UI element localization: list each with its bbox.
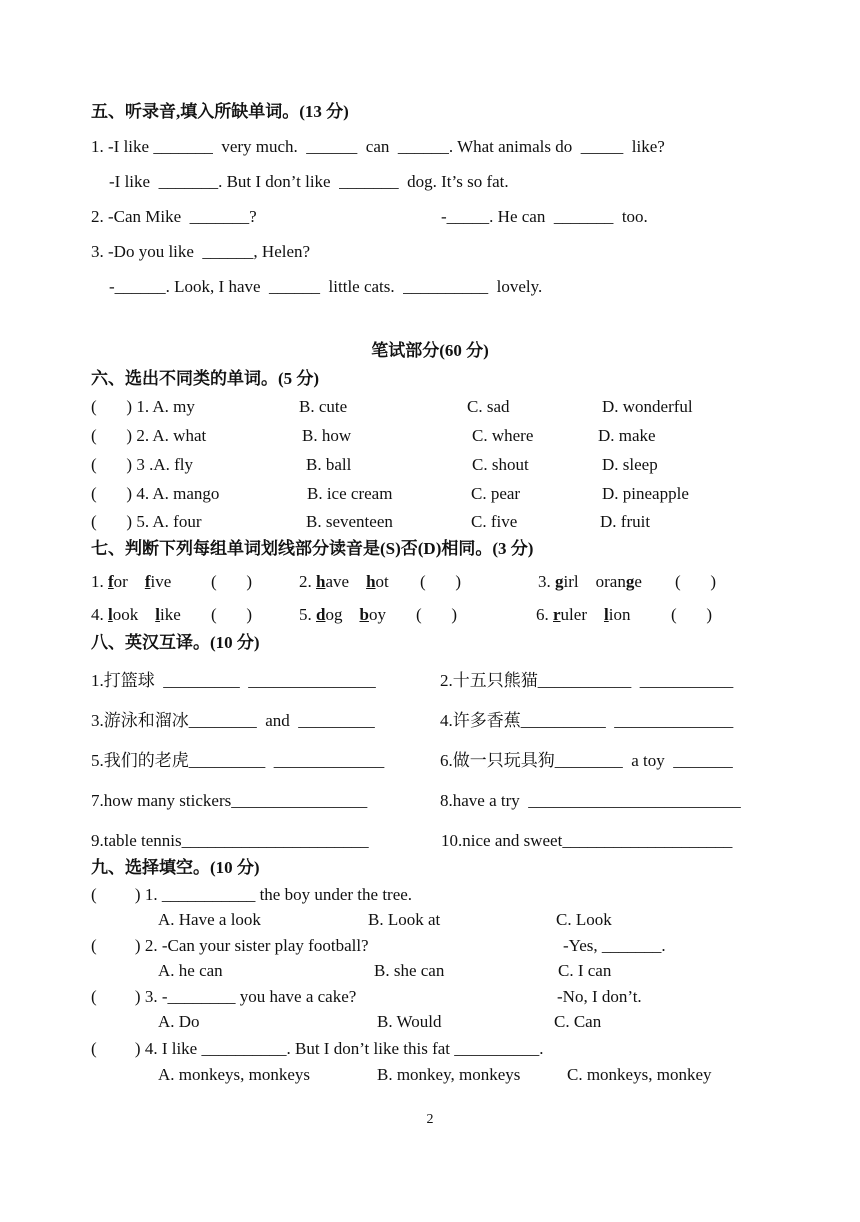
- s7-item-3: [538, 572, 642, 592]
- s5-line-1: 1. -I like _______ very much. ______ can ______. What animals do _____ like?: [91, 137, 665, 156]
- s5-line-3a: 2. -Can Mike _______?: [91, 207, 257, 226]
- underlined-letter: l: [108, 605, 113, 624]
- s7-item-6: [536, 605, 630, 625]
- s9-q4-option-c: C. monkeys, monkey: [567, 1065, 712, 1084]
- s8-item-1: 1.打篮球 _________ _______________: [91, 671, 376, 690]
- s6-q1-option-d: D. wonderful: [602, 397, 693, 416]
- underlined-letter: r: [553, 605, 561, 624]
- s9-question-1: ( ) 1. ___________ the boy under the tree.: [91, 885, 413, 904]
- s7-num: 2.: [299, 572, 312, 591]
- s7-num: 5.: [299, 605, 312, 624]
- s5-line-2: -I like _______. But I don’t like _______ dog. It’s so fat.: [109, 172, 509, 191]
- s7-answer-3[interactable]: ( ): [675, 572, 717, 591]
- word-rest: ike: [159, 605, 181, 624]
- word-start: oran: [595, 572, 626, 591]
- s9-q3-option-c: C. Can: [554, 1012, 602, 1031]
- s8-item-6: 6.做一只玩具狗________ a toy _______: [440, 751, 733, 770]
- underlined-letter: f: [144, 572, 151, 591]
- s7-answer-5[interactable]: ( ): [416, 605, 458, 624]
- s5-line-4: 3. -Do you like ______, Helen?: [91, 242, 311, 261]
- s5-line-3b: -_____. He can _______ too.: [441, 207, 648, 226]
- section-9-title: 九、选择填空。(10 分): [91, 858, 260, 877]
- section-5-title: 五、听录音,填入所缺单词。(13 分): [91, 102, 349, 121]
- s6-q3-stem[interactable]: ( ) 3 .A. fly: [91, 455, 193, 474]
- word-rest: og: [325, 605, 343, 624]
- s6-q4-option-c: C. pear: [471, 484, 521, 503]
- word-rest: irl: [563, 572, 579, 591]
- s9-q2-reply: -Yes, _______.: [563, 936, 666, 955]
- s7-num: 3.: [538, 572, 551, 591]
- s6-q3-option-b: B. ball: [306, 455, 352, 474]
- underlined-letter: g: [625, 572, 635, 591]
- section-7-title: 七、判断下列每组单词划线部分读音是(S)否(D)相同。(3 分): [91, 539, 534, 558]
- s7-answer-4[interactable]: ( ): [211, 605, 253, 624]
- section-6-title: 六、选出不同类的单词。(5 分): [91, 369, 320, 388]
- s7-item-4: [91, 605, 181, 625]
- word-rest: e: [634, 572, 642, 591]
- s6-q2-option-b: B. how: [302, 426, 352, 445]
- underlined-letter: l: [603, 605, 609, 624]
- s9-q3-reply: -No, I don’t.: [557, 987, 642, 1006]
- written-part-title: 笔试部分(60 分): [371, 341, 489, 360]
- word-rest: ive: [150, 572, 172, 591]
- s6-q3-option-d: D. sleep: [602, 455, 658, 474]
- s9-q1-option-b: B. Look at: [368, 910, 441, 929]
- s7-item-1: [91, 572, 171, 592]
- underlined-letter: h: [316, 572, 326, 591]
- s6-q5-stem[interactable]: ( ) 5. A. four: [91, 512, 202, 531]
- s9-question-2: ( ) 2. -Can your sister play football?: [91, 936, 369, 955]
- s8-item-7: 7.how many stickers________________: [91, 791, 368, 810]
- s9-q3-option-b: B. Would: [377, 1012, 442, 1031]
- word-rest: oy: [368, 605, 386, 624]
- word-rest: ion: [608, 605, 631, 624]
- s8-item-4: 4.许多香蕉__________ ______________: [440, 711, 734, 730]
- underlined-letter: f: [108, 572, 114, 591]
- s8-item-9: 9.table tennis______________________: [91, 831, 369, 850]
- s6-q1-stem[interactable]: ( ) 1. A. my: [91, 397, 195, 416]
- s6-q2-option-d: D. make: [598, 426, 656, 445]
- s7-item-2: [299, 572, 389, 592]
- s6-q5-option-c: C. five: [471, 512, 518, 531]
- s6-q5-option-d: D. fruit: [600, 512, 651, 531]
- underlined-letter: b: [359, 605, 369, 624]
- s9-q3-option-a: A. Do: [158, 1012, 200, 1031]
- page-number: 2: [426, 1112, 434, 1127]
- s6-q2-stem[interactable]: ( ) 2. A. what: [91, 426, 207, 445]
- s8-item-10: 10.nice and sweet____________________: [441, 831, 733, 850]
- s6-q4-stem[interactable]: ( ) 4. A. mango: [91, 484, 220, 503]
- underlined-letter: h: [366, 572, 376, 591]
- s9-q2-option-c: C. I can: [558, 961, 612, 980]
- word-rest: ave: [325, 572, 350, 591]
- s8-item-2: 2.十五只熊猫___________ ___________: [440, 671, 734, 690]
- s7-num: 6.: [536, 605, 549, 624]
- underlined-letter: l: [155, 605, 160, 624]
- s9-q4-option-a: A. monkeys, monkeys: [158, 1065, 311, 1084]
- s6-q4-option-b: B. ice cream: [307, 484, 393, 503]
- s9-q2-option-b: B. she can: [374, 961, 445, 980]
- s7-item-5: [299, 605, 386, 625]
- s6-q2-option-c: C. where: [472, 426, 534, 445]
- s6-q4-option-d: D. pineapple: [602, 484, 689, 503]
- s9-q1-option-a: A. Have a look: [158, 910, 261, 929]
- s9-q1-option-c: C. Look: [556, 910, 612, 929]
- s6-q1-option-c: C. sad: [467, 397, 510, 416]
- s7-num: 4.: [91, 605, 104, 624]
- section-8-title: 八、英汉互译。(10 分): [91, 633, 260, 652]
- s9-q2-option-a: A. he can: [158, 961, 223, 980]
- word-rest: uler: [560, 605, 587, 624]
- s6-q1-option-b: B. cute: [299, 397, 348, 416]
- word-rest: or: [113, 572, 128, 591]
- underlined-letter: g: [555, 572, 564, 591]
- word-rest: ook: [112, 605, 139, 624]
- s6-q3-option-c: C. shout: [472, 455, 529, 474]
- s8-item-5: 5.我们的老虎_________ _____________: [91, 751, 385, 770]
- s8-item-8: 8.have a try _________________________: [440, 791, 741, 810]
- word-rest: ot: [375, 572, 389, 591]
- underlined-letter: d: [316, 605, 326, 624]
- s7-answer-2[interactable]: ( ): [420, 572, 462, 591]
- s7-answer-6[interactable]: ( ): [671, 605, 713, 624]
- s8-item-3: 3.游泳和溜冰________ and _________: [91, 711, 375, 730]
- s7-answer-1[interactable]: ( ): [211, 572, 253, 591]
- s6-q5-option-b: B. seventeen: [306, 512, 393, 531]
- s9-question-3: ( ) 3. -________ you have a cake?: [91, 987, 357, 1006]
- s7-num: 1.: [91, 572, 104, 591]
- s9-q4-option-b: B. monkey, monkeys: [377, 1065, 521, 1084]
- s5-line-5: -______. Look, I have ______ little cats. __________ lovely.: [109, 277, 543, 296]
- s9-question-4: ( ) 4. I like __________. But I don’t like this fat __________.: [91, 1039, 544, 1058]
